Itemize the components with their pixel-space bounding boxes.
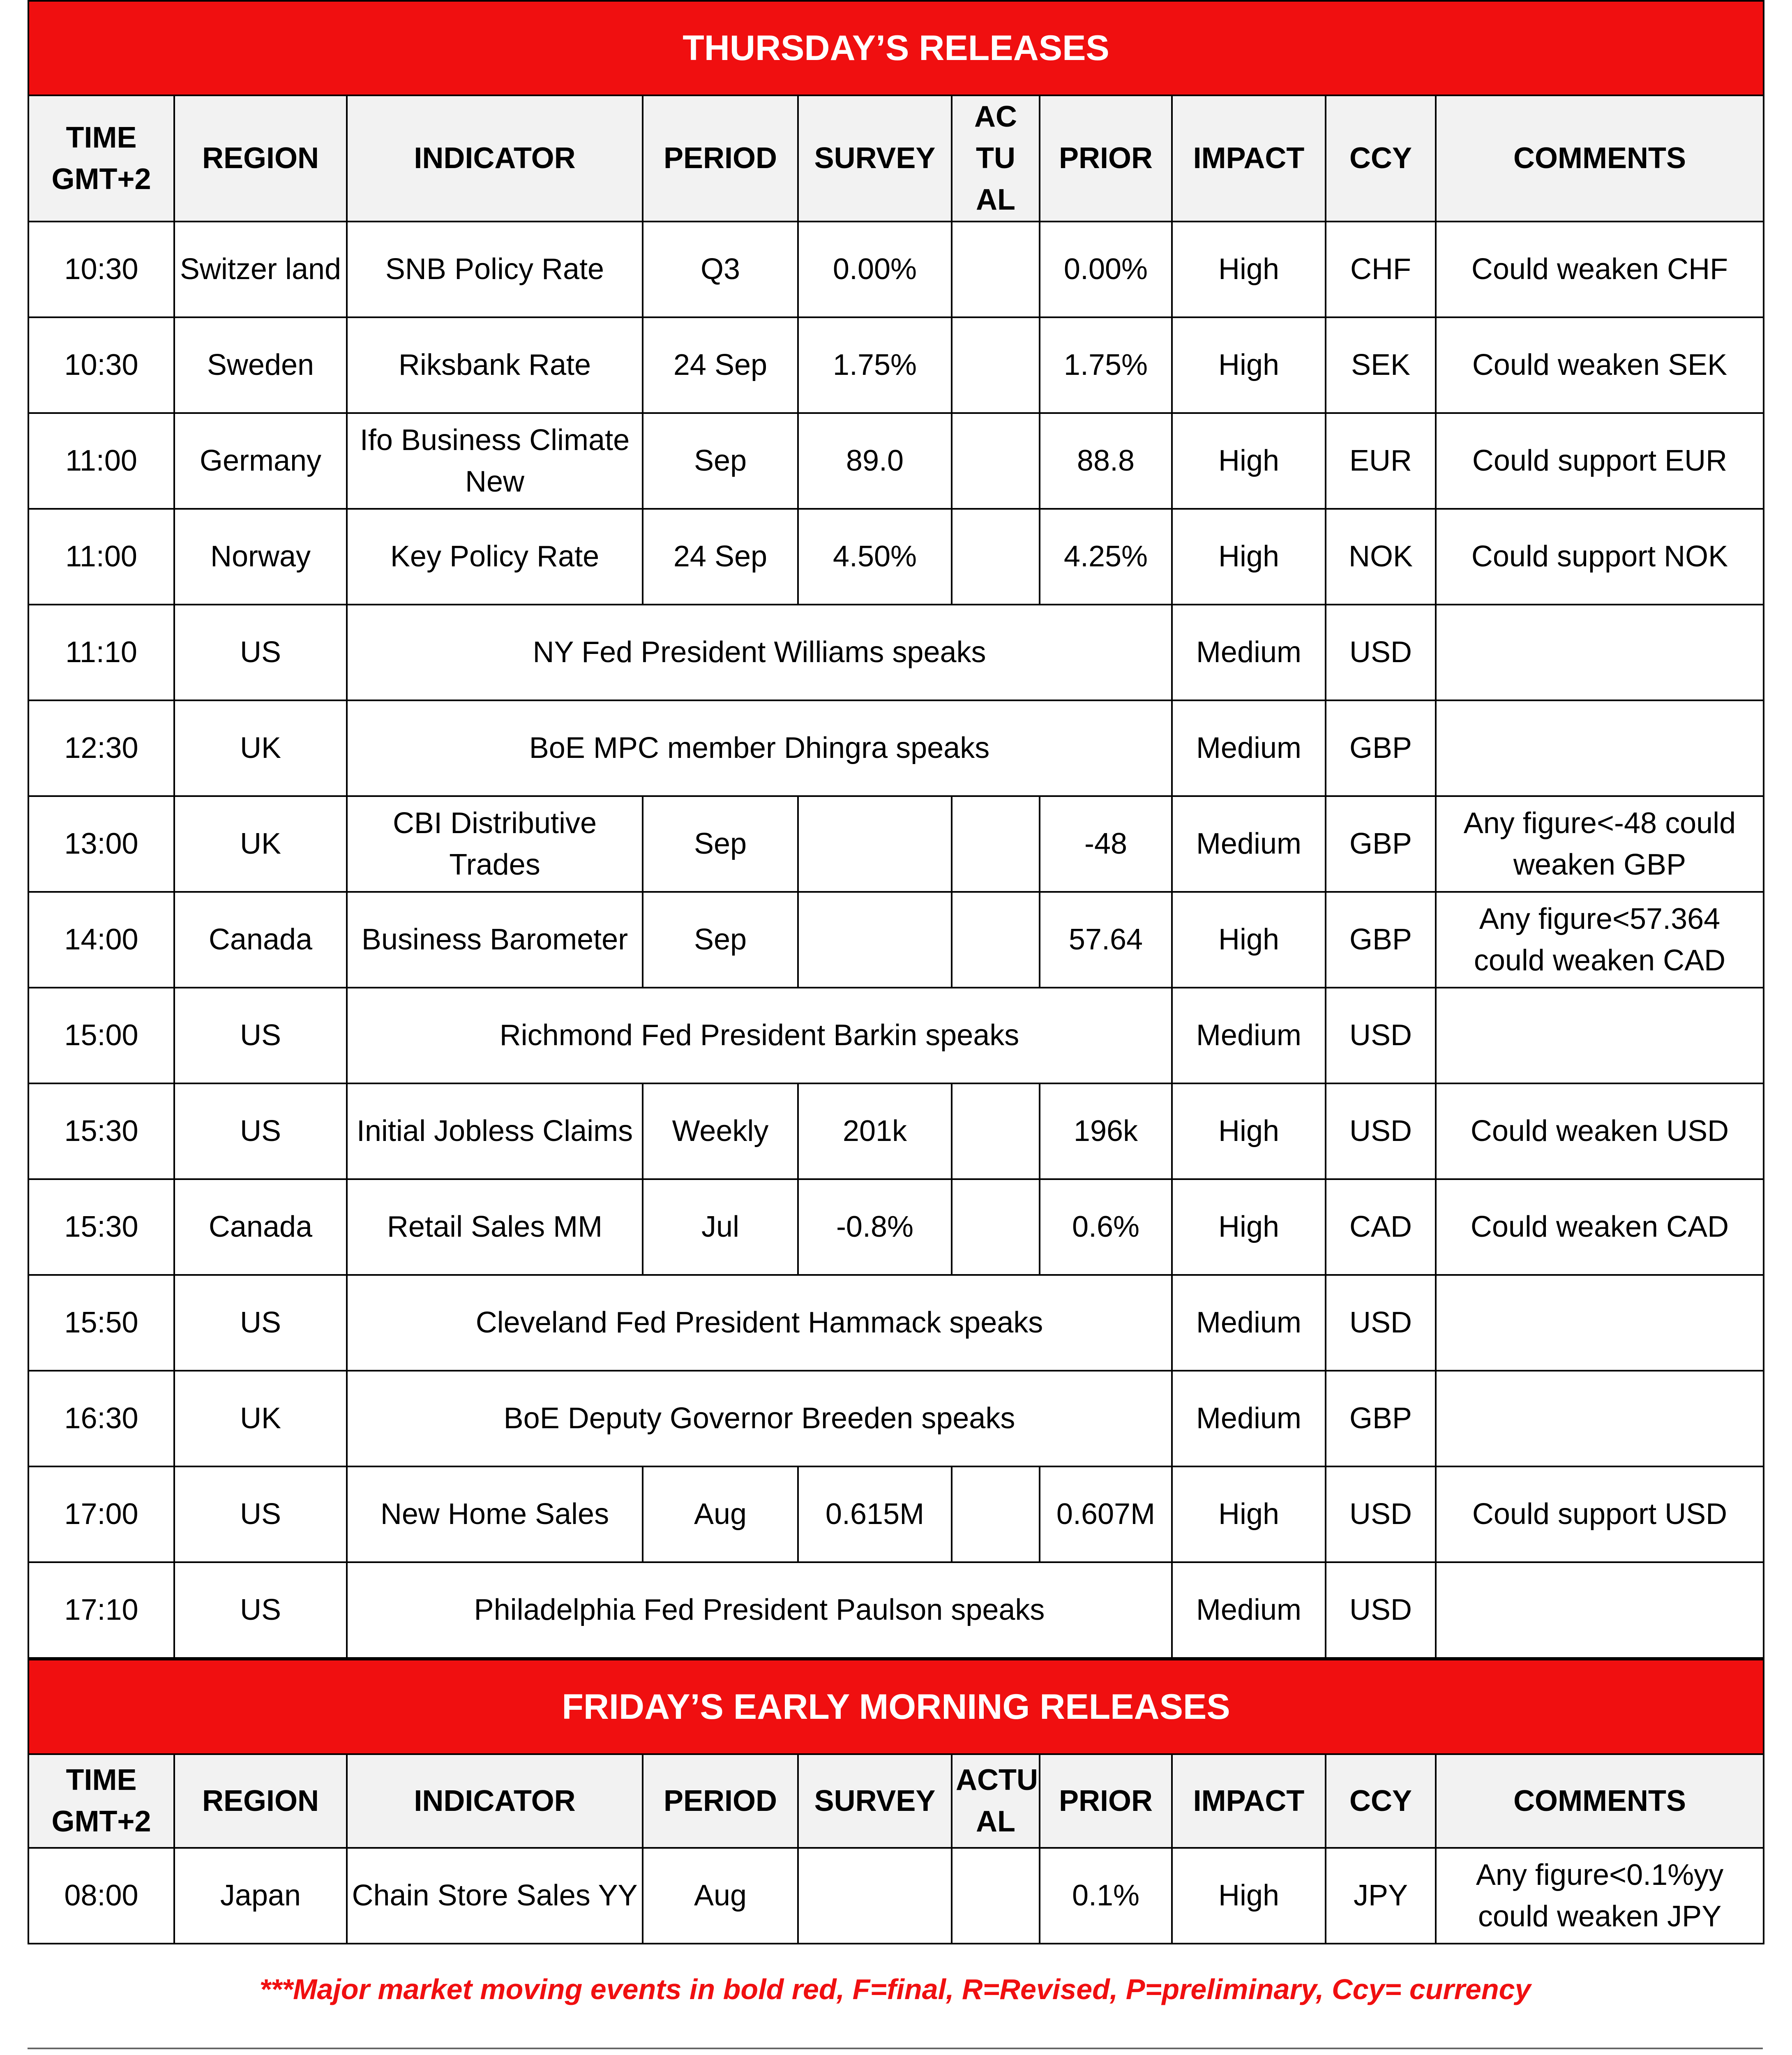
cell-region: Canada (174, 1179, 347, 1275)
cell-ccy: GBP (1326, 700, 1436, 796)
cell-impact: Medium (1172, 796, 1326, 892)
cell-comments (1436, 1371, 1764, 1466)
table-row (28, 988, 1764, 1083)
friday-header-region: REGION (174, 1754, 347, 1848)
cell-ccy: CAD (1326, 1179, 1436, 1275)
cell-actual (952, 413, 1040, 509)
cell-region: Switzer land (174, 222, 347, 317)
bottom-divider (28, 2048, 1763, 2049)
cell-time: 15:00 (28, 988, 174, 1083)
table-row (28, 1083, 1764, 1179)
thursday-header-region: REGION (174, 95, 347, 222)
cell-event: BoE Deputy Governor Breeden speaks (347, 1371, 1172, 1466)
cell-survey (798, 1848, 952, 1944)
cell-region: UK (174, 700, 347, 796)
cell-comments (1436, 1562, 1764, 1658)
cell-impact: Medium (1172, 988, 1326, 1083)
cell-actual (952, 509, 1040, 605)
cell-indicator: SNB Policy Rate (347, 222, 643, 317)
table-row (28, 222, 1764, 317)
table-row (28, 1848, 1764, 1944)
cell-period: Sep (643, 796, 798, 892)
cell-period: Aug (643, 1466, 798, 1562)
cell-region: US (174, 1466, 347, 1562)
cell-indicator: CBI Distributive Trades (347, 796, 643, 892)
cell-region: US (174, 1562, 347, 1658)
cell-comments: Any figure<57.364 could weaken CAD (1436, 892, 1764, 988)
table-row (28, 1466, 1764, 1562)
cell-impact: Medium (1172, 1371, 1326, 1466)
cell-region: Germany (174, 413, 347, 509)
cell-time: 11:00 (28, 509, 174, 605)
cell-event: Philadelphia Fed President Paulson speaks (347, 1562, 1172, 1658)
cell-time: 10:30 (28, 222, 174, 317)
cell-actual (952, 1466, 1040, 1562)
cell-prior: 4.25% (1040, 509, 1172, 605)
cell-actual (952, 1083, 1040, 1179)
cell-time: 10:30 (28, 317, 174, 413)
table-row (28, 1179, 1764, 1275)
friday-header-indicator: INDICATOR (347, 1754, 643, 1848)
cell-prior: -48 (1040, 796, 1172, 892)
cell-time: 08:00 (28, 1848, 174, 1944)
friday-header-survey: SURVEY (798, 1754, 952, 1848)
cell-region: UK (174, 1371, 347, 1466)
cell-actual (952, 1179, 1040, 1275)
table-row (28, 700, 1764, 796)
cell-actual (952, 222, 1040, 317)
cell-period: Sep (643, 892, 798, 988)
cell-period: Q3 (643, 222, 798, 317)
cell-region: US (174, 1083, 347, 1179)
cell-ccy: EUR (1326, 413, 1436, 509)
cell-ccy: USD (1326, 1275, 1436, 1371)
cell-comments: Any figure<0.1%yy could weaken JPY (1436, 1848, 1764, 1944)
cell-survey: 89.0 (798, 413, 952, 509)
cell-survey: 0.00% (798, 222, 952, 317)
friday-title: FRIDAY’S EARLY MORNING RELEASES (28, 1660, 1764, 1754)
cell-comments (1436, 605, 1764, 700)
cell-survey: 4.50% (798, 509, 952, 605)
cell-ccy: USD (1326, 1562, 1436, 1658)
cell-actual (952, 892, 1040, 988)
cell-comments (1436, 1275, 1764, 1371)
table-row (28, 413, 1764, 509)
friday-header-time: TIME GMT+2 (28, 1754, 174, 1848)
friday-header-impact: IMPACT (1172, 1754, 1326, 1848)
cell-period: Aug (643, 1848, 798, 1944)
cell-comments: Could support NOK (1436, 509, 1764, 605)
cell-region: US (174, 988, 347, 1083)
table-row (28, 605, 1764, 700)
cell-comments: Could weaken CHF (1436, 222, 1764, 317)
cell-comments: Could weaken USD (1436, 1083, 1764, 1179)
cell-period: 24 Sep (643, 509, 798, 605)
cell-comments: Could support USD (1436, 1466, 1764, 1562)
friday-header-row (28, 1754, 1764, 1848)
thursday-header-row (28, 95, 1764, 222)
cell-impact: High (1172, 317, 1326, 413)
cell-ccy: CHF (1326, 222, 1436, 317)
cell-time: 17:10 (28, 1562, 174, 1658)
cell-time: 12:30 (28, 700, 174, 796)
cell-indicator: Key Policy Rate (347, 509, 643, 605)
cell-comments (1436, 700, 1764, 796)
cell-comments: Could support EUR (1436, 413, 1764, 509)
cell-prior: 57.64 (1040, 892, 1172, 988)
cell-time: 14:00 (28, 892, 174, 988)
cell-time: 15:30 (28, 1083, 174, 1179)
cell-ccy: NOK (1326, 509, 1436, 605)
cell-region: US (174, 605, 347, 700)
thursday-header-period: PERIOD (643, 95, 798, 222)
thursday-header-ccy: CCY (1326, 95, 1436, 222)
cell-ccy: SEK (1326, 317, 1436, 413)
cell-prior: 88.8 (1040, 413, 1172, 509)
cell-impact: Medium (1172, 605, 1326, 700)
cell-time: 11:00 (28, 413, 174, 509)
cell-survey: -0.8% (798, 1179, 952, 1275)
cell-time: 11:10 (28, 605, 174, 700)
table-row (28, 317, 1764, 413)
cell-time: 17:00 (28, 1466, 174, 1562)
friday-header-comments: COMMENTS (1436, 1754, 1764, 1848)
thursday-header-indicator: INDICATOR (347, 95, 643, 222)
thursday-header-prior: PRIOR (1040, 95, 1172, 222)
table-row (28, 892, 1764, 988)
cell-event: BoE MPC member Dhingra speaks (347, 700, 1172, 796)
cell-ccy: USD (1326, 1083, 1436, 1179)
thursday-header-time: TIME GMT+2 (28, 95, 174, 222)
cell-comments: Could weaken CAD (1436, 1179, 1764, 1275)
cell-ccy: GBP (1326, 796, 1436, 892)
friday-releases-table (28, 1659, 1764, 1944)
cell-indicator: Business Barometer (347, 892, 643, 988)
cell-ccy: GBP (1326, 1371, 1436, 1466)
cell-impact: High (1172, 1848, 1326, 1944)
cell-ccy: USD (1326, 988, 1436, 1083)
cell-prior: 0.6% (1040, 1179, 1172, 1275)
cell-prior: 1.75% (1040, 317, 1172, 413)
footnote: ***Major market moving events in bold red, F=final, R=Revised, P=preliminary, Ccy= currency (259, 1973, 1531, 2005)
cell-prior: 196k (1040, 1083, 1172, 1179)
cell-indicator: New Home Sales (347, 1466, 643, 1562)
thursday-title: THURSDAY’S RELEASES (28, 1, 1764, 95)
cell-event: NY Fed President Williams speaks (347, 605, 1172, 700)
cell-ccy: USD (1326, 605, 1436, 700)
cell-period: Jul (643, 1179, 798, 1275)
friday-header-actual: ACTU AL (952, 1754, 1040, 1848)
cell-ccy: GBP (1326, 892, 1436, 988)
cell-ccy: USD (1326, 1466, 1436, 1562)
table-row (28, 509, 1764, 605)
table-row (28, 1371, 1764, 1466)
cell-ccy: JPY (1326, 1848, 1436, 1944)
thursday-header-actual: AC TU AL (952, 95, 1040, 222)
cell-event: Richmond Fed President Barkin speaks (347, 988, 1172, 1083)
cell-region: Norway (174, 509, 347, 605)
cell-time: 16:30 (28, 1371, 174, 1466)
cell-time: 15:50 (28, 1275, 174, 1371)
cell-comments: Could weaken SEK (1436, 317, 1764, 413)
friday-header-prior: PRIOR (1040, 1754, 1172, 1848)
friday-header-period: PERIOD (643, 1754, 798, 1848)
cell-impact: High (1172, 509, 1326, 605)
cell-survey: 201k (798, 1083, 952, 1179)
cell-actual (952, 1848, 1040, 1944)
releases-sheet (28, 0, 1763, 1944)
cell-survey (798, 796, 952, 892)
thursday-header-impact: IMPACT (1172, 95, 1326, 222)
cell-period: Sep (643, 413, 798, 509)
cell-region: Japan (174, 1848, 347, 1944)
friday-header-ccy: CCY (1326, 1754, 1436, 1848)
cell-survey (798, 892, 952, 988)
cell-time: 15:30 (28, 1179, 174, 1275)
table-row (28, 1562, 1764, 1658)
cell-period: 24 Sep (643, 317, 798, 413)
table-row (28, 796, 1764, 892)
table-row (28, 1275, 1764, 1371)
cell-region: Sweden (174, 317, 347, 413)
cell-impact: High (1172, 413, 1326, 509)
cell-impact: High (1172, 892, 1326, 988)
cell-event: Cleveland Fed President Hammack speaks (347, 1275, 1172, 1371)
cell-comments (1436, 988, 1764, 1083)
cell-region: US (174, 1275, 347, 1371)
cell-indicator: Retail Sales MM (347, 1179, 643, 1275)
cell-survey: 1.75% (798, 317, 952, 413)
cell-indicator: Riksbank Rate (347, 317, 643, 413)
cell-survey: 0.615M (798, 1466, 952, 1562)
cell-region: Canada (174, 892, 347, 988)
cell-actual (952, 317, 1040, 413)
cell-impact: Medium (1172, 1562, 1326, 1658)
cell-indicator: Initial Jobless Claims (347, 1083, 643, 1179)
cell-time: 13:00 (28, 796, 174, 892)
cell-comments: Any figure<-48 could weaken GBP (1436, 796, 1764, 892)
cell-actual (952, 796, 1040, 892)
cell-impact: Medium (1172, 1275, 1326, 1371)
cell-prior: 0.00% (1040, 222, 1172, 317)
cell-indicator: Chain Store Sales YY (347, 1848, 643, 1944)
thursday-header-survey: SURVEY (798, 95, 952, 222)
thursday-releases-table (28, 0, 1764, 1659)
cell-prior: 0.1% (1040, 1848, 1172, 1944)
cell-prior: 0.607M (1040, 1466, 1172, 1562)
cell-region: UK (174, 796, 347, 892)
cell-impact: High (1172, 1179, 1326, 1275)
thursday-header-comments: COMMENTS (1436, 95, 1764, 222)
cell-impact: High (1172, 1083, 1326, 1179)
cell-impact: High (1172, 222, 1326, 317)
cell-impact: Medium (1172, 700, 1326, 796)
cell-impact: High (1172, 1466, 1326, 1562)
cell-indicator: Ifo Business Climate New (347, 413, 643, 509)
cell-period: Weekly (643, 1083, 798, 1179)
